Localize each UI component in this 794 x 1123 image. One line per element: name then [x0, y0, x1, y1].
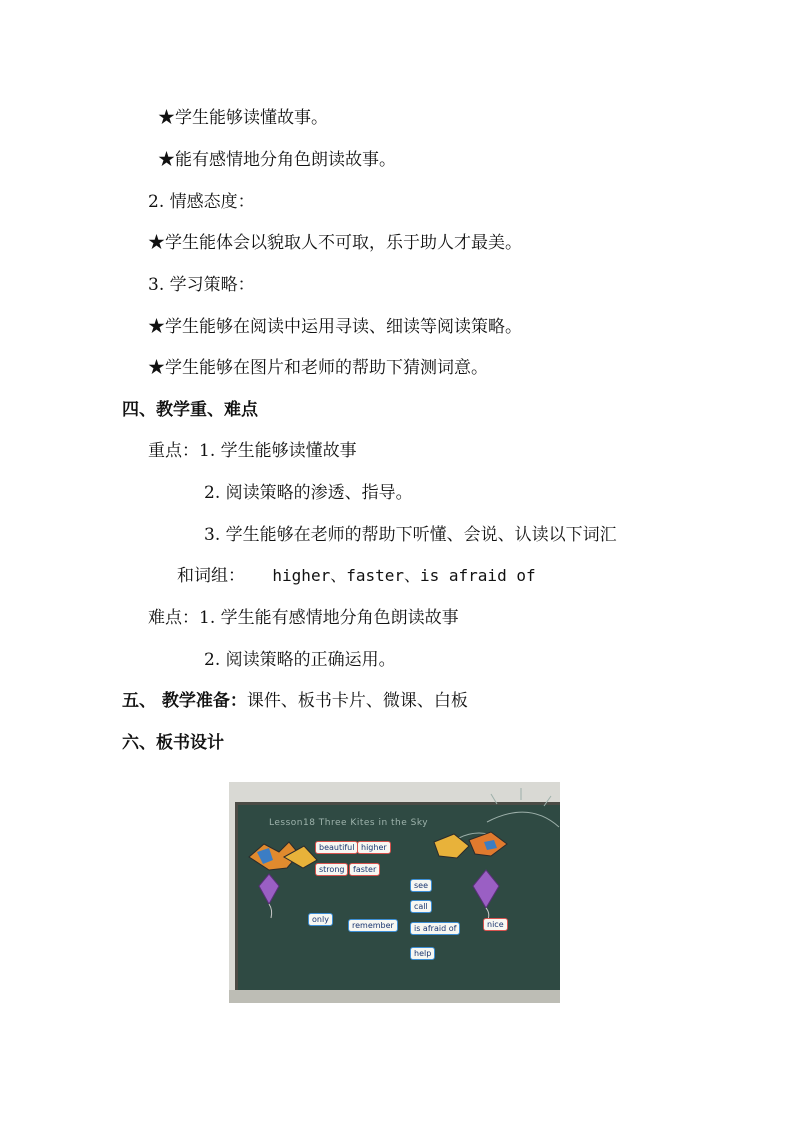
strategy-item-2: ★学生能够在图片和老师的帮助下猜测词意。	[148, 358, 488, 378]
word-card-is-afraid-of: is afraid of	[410, 922, 460, 935]
goal-item-2: ★能有感情地分角色朗读故事。	[158, 150, 396, 170]
strategy-heading: 3. 学习策略：	[148, 275, 255, 295]
difficulty-1: 1. 学生能有感情地分角色朗读故事	[199, 608, 459, 628]
key-point-3-label: 和词组：	[177, 566, 245, 586]
word-card-faster: faster	[349, 863, 380, 876]
word-card-only: only	[308, 913, 333, 926]
strategy-item-1: ★学生能够在阅读中运用寻读、细读等阅读策略。	[148, 317, 522, 337]
difficulty-2: 2. 阅读策略的正确运用。	[204, 650, 396, 670]
word-card-call: call	[410, 900, 432, 913]
word-card-beautiful: beautiful	[315, 841, 358, 854]
blackboard-drawings	[229, 782, 560, 1003]
difficulty-label: 难点：	[148, 608, 199, 628]
section-5	[122, 691, 468, 711]
key-point-3: 3. 学生能够在老师的帮助下听懂、会说、认读以下词汇	[204, 525, 617, 545]
word-card-see: see	[410, 879, 432, 892]
section-5-content: 课件、板书卡片、微课、白板	[246, 691, 468, 711]
key-vocabulary: higher、faster、is afraid of	[272, 566, 536, 585]
blackboard-title: Lesson18 Three Kites in the Sky	[269, 818, 429, 828]
key-points-line-1	[148, 441, 357, 461]
word-card-help: help	[410, 947, 435, 960]
key-point-3-cont	[177, 566, 536, 586]
blackboard-photo	[229, 782, 560, 1003]
word-card-nice: nice	[483, 918, 508, 931]
section-5-title: 五、 教学准备：	[122, 691, 247, 711]
word-card-remember: remember	[348, 919, 398, 932]
goal-item-1: ★学生能够读懂故事。	[158, 108, 328, 128]
section-4-title: 四、教学重、难点	[122, 400, 258, 420]
word-card-strong: strong	[315, 863, 348, 876]
key-point-2: 2. 阅读策略的渗透、指导。	[204, 483, 413, 503]
section-6-title: 六、板书设计	[122, 733, 224, 753]
emotion-item: ★学生能体会以貌取人不可取，乐于助人才最美。	[148, 233, 522, 253]
emotion-heading: 2. 情感态度：	[148, 192, 255, 212]
word-card-higher: higher	[357, 841, 391, 854]
key-point-1: 1. 学生能够读懂故事	[199, 441, 357, 461]
difficulty-line-1	[148, 608, 459, 628]
key-points-label: 重点：	[148, 441, 199, 461]
